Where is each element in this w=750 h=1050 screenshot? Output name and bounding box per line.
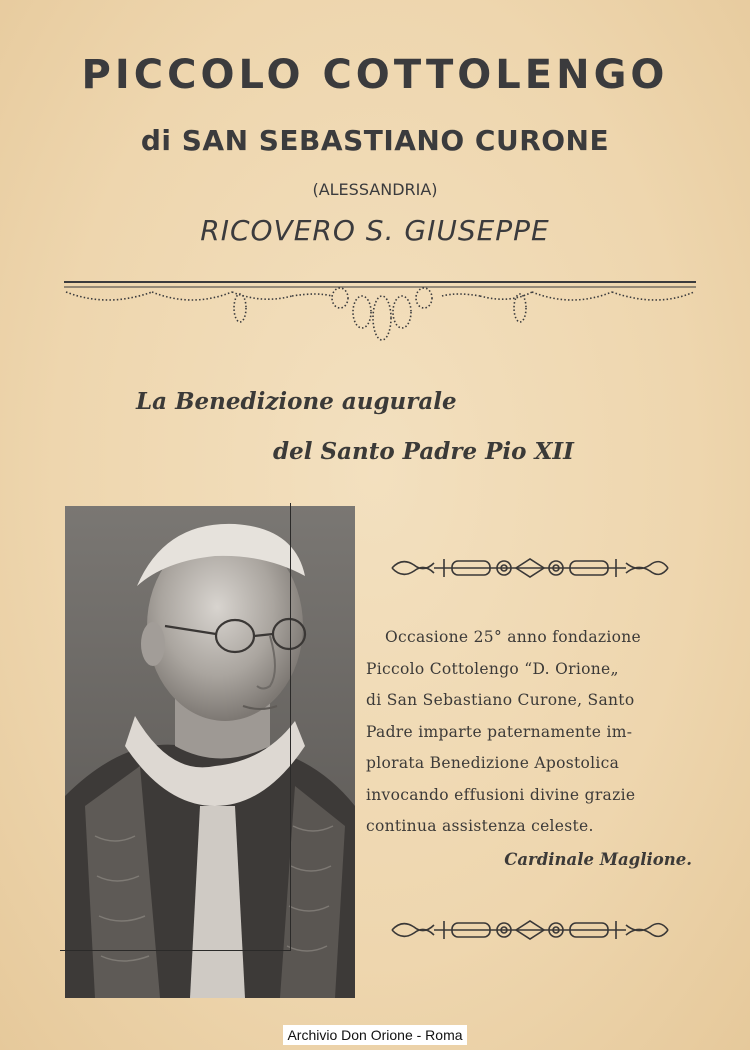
pope-portrait-photo bbox=[65, 506, 355, 998]
page-title: PICCOLO COTTOLENGO bbox=[81, 52, 669, 98]
ornament-bottom bbox=[388, 913, 672, 947]
archive-footer bbox=[0, 1027, 750, 1043]
blessing-line-2: del Santo Padre Pio XII bbox=[273, 438, 574, 465]
telegram-line: invocando effusioni divine grazie bbox=[366, 785, 636, 804]
telegram-text bbox=[366, 622, 696, 843]
region-label: (ALESSANDRIA) bbox=[312, 180, 438, 199]
archive-label: Archivio Don Orione - Roma bbox=[283, 1025, 466, 1045]
signature-cardinal: Cardinale Maglione. bbox=[504, 850, 692, 869]
telegram-line: Occasione 25° anno fondazione bbox=[385, 628, 642, 646]
photo-frame-line-vertical bbox=[290, 503, 291, 951]
photo-frame-line-horizontal bbox=[60, 950, 291, 951]
telegram-line: di San Sebastiano Curone, Santo bbox=[366, 691, 635, 709]
festoon-divider bbox=[62, 278, 698, 350]
blessing-line-1: La Benedizione augurale bbox=[136, 388, 457, 415]
telegram-line: continua assistenza celeste. bbox=[366, 817, 594, 835]
telegram-line: Padre imparte paternamente im- bbox=[366, 722, 633, 741]
ornament-top bbox=[388, 551, 672, 585]
page-subtitle: di SAN SEBASTIANO CURONE bbox=[140, 124, 610, 157]
ricovero-title: RICOVERO S. GIUSEPPE bbox=[200, 214, 550, 247]
telegram-line: Piccolo Cottolengo “D. Orione„ bbox=[366, 659, 619, 678]
telegram-line: plorata Benedizione Apostolica bbox=[366, 754, 620, 772]
